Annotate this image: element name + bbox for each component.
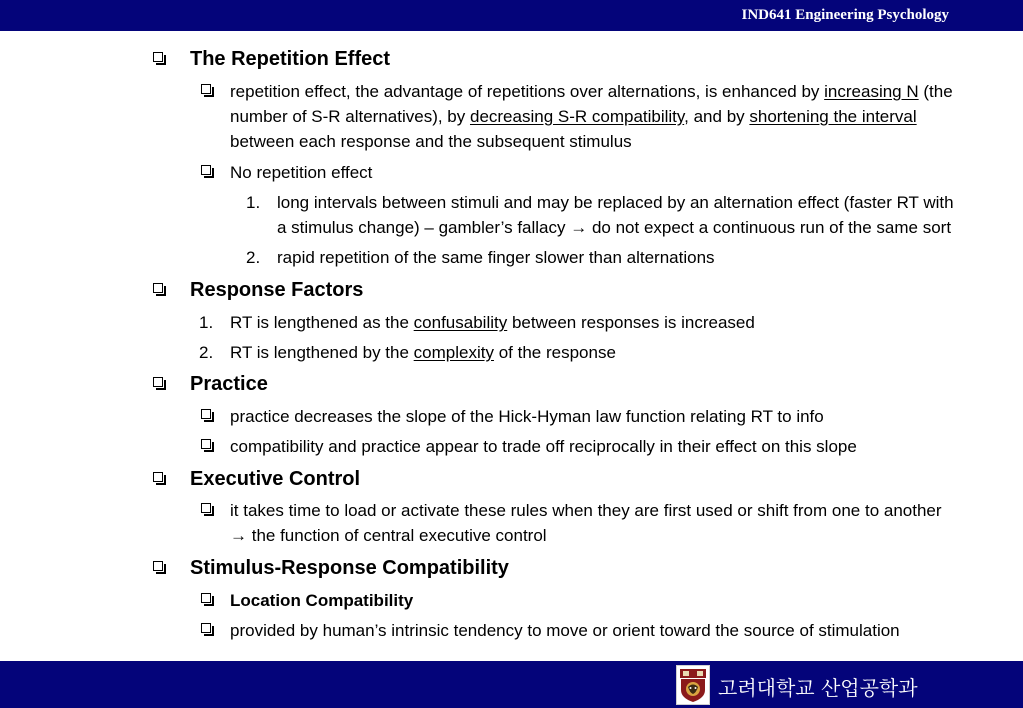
heading-bullet-icon [153, 561, 163, 571]
text-segment: number of S-R alternatives), by [230, 107, 470, 126]
list-number: 2. [246, 248, 261, 267]
text-segment: (the [918, 82, 953, 101]
sub-bullet-icon [201, 439, 211, 449]
text-segment: between responses is increased [507, 313, 755, 332]
response-item-2 [230, 340, 616, 365]
text-segment: repetition effect, the advantage of repetitions over alternations, is enhanced by [230, 82, 825, 101]
underlined-term: decreasing S-R compatibility [469, 107, 685, 126]
text-segment: RT is lengthened as the [230, 313, 414, 332]
text-segment: RT is lengthened by the [230, 343, 414, 362]
heading-practice: Practice [190, 373, 268, 395]
sub-bullet-icon [201, 593, 211, 603]
heading-executive-control: Executive Control [190, 468, 361, 490]
heading-bullet-icon [153, 377, 163, 387]
text-segment: , and by [684, 107, 750, 126]
heading-bullet-icon [153, 472, 163, 482]
executive-line1: it takes time to load or activate these rules when they are first used or shift from one to another [230, 501, 942, 520]
underlined-term: confusability [413, 313, 508, 332]
practice-item-2: compatibility and practice appear to trade off reciprocally in their effect on this slope [230, 437, 857, 456]
response-item-1 [230, 310, 755, 335]
repetition-paragraph-line3: between each response and the subsequent stimulus [230, 132, 632, 151]
heading-sr-compatibility: Stimulus-Response Compatibility [190, 557, 509, 579]
footer-bar [0, 661, 1023, 708]
heading-response-factors: Response Factors [190, 279, 364, 301]
location-compatibility: Location Compatibility [230, 591, 414, 610]
list-number: 1. [199, 313, 214, 332]
list-number: 2. [199, 343, 214, 362]
sub-bullet-icon [201, 623, 211, 633]
text-segment: of the response [493, 343, 616, 362]
underlined-term: shortening the interval [749, 107, 917, 126]
executive-line2: → the function of central executive control [230, 526, 547, 545]
list-item-1-line1: long intervals between stimuli and may be replaced by an alternation effect (faster RT with [277, 193, 954, 212]
no-repetition-effect: No repetition effect [230, 163, 373, 182]
heading-bullet-icon [153, 283, 163, 293]
repetition-paragraph-line2 [230, 104, 917, 129]
list-number: 1. [246, 193, 261, 212]
university-crest-icon [676, 665, 710, 705]
list-item-1-line2: a stimulus change) – gambler’s fallacy → do not expect a continuous run of the same sort [277, 218, 952, 237]
header-bar [0, 0, 1023, 31]
src-item-2: provided by human’s intrinsic tendency to move or orient toward the source of stimulation [230, 621, 900, 640]
sub-bullet-icon [201, 165, 211, 175]
course-title: IND641 Engineering Psychology [741, 7, 949, 23]
list-item-2: rapid repetition of the same finger slower than alternations [277, 248, 715, 267]
heading-repetition-effect: The Repetition Effect [190, 48, 391, 70]
practice-item-1: practice decreases the slope of the Hick-Hyman law function relating RT to info [230, 407, 824, 426]
university-name: 고려대학교 산업공학과 [718, 676, 918, 700]
sub-bullet-icon [201, 84, 211, 94]
repetition-paragraph-line1 [230, 79, 953, 104]
heading-bullet-icon [153, 52, 163, 62]
underlined-term: increasing N [824, 82, 919, 101]
underlined-term: complexity [413, 343, 494, 362]
sub-bullet-icon [201, 409, 211, 419]
sub-bullet-icon [201, 503, 211, 513]
